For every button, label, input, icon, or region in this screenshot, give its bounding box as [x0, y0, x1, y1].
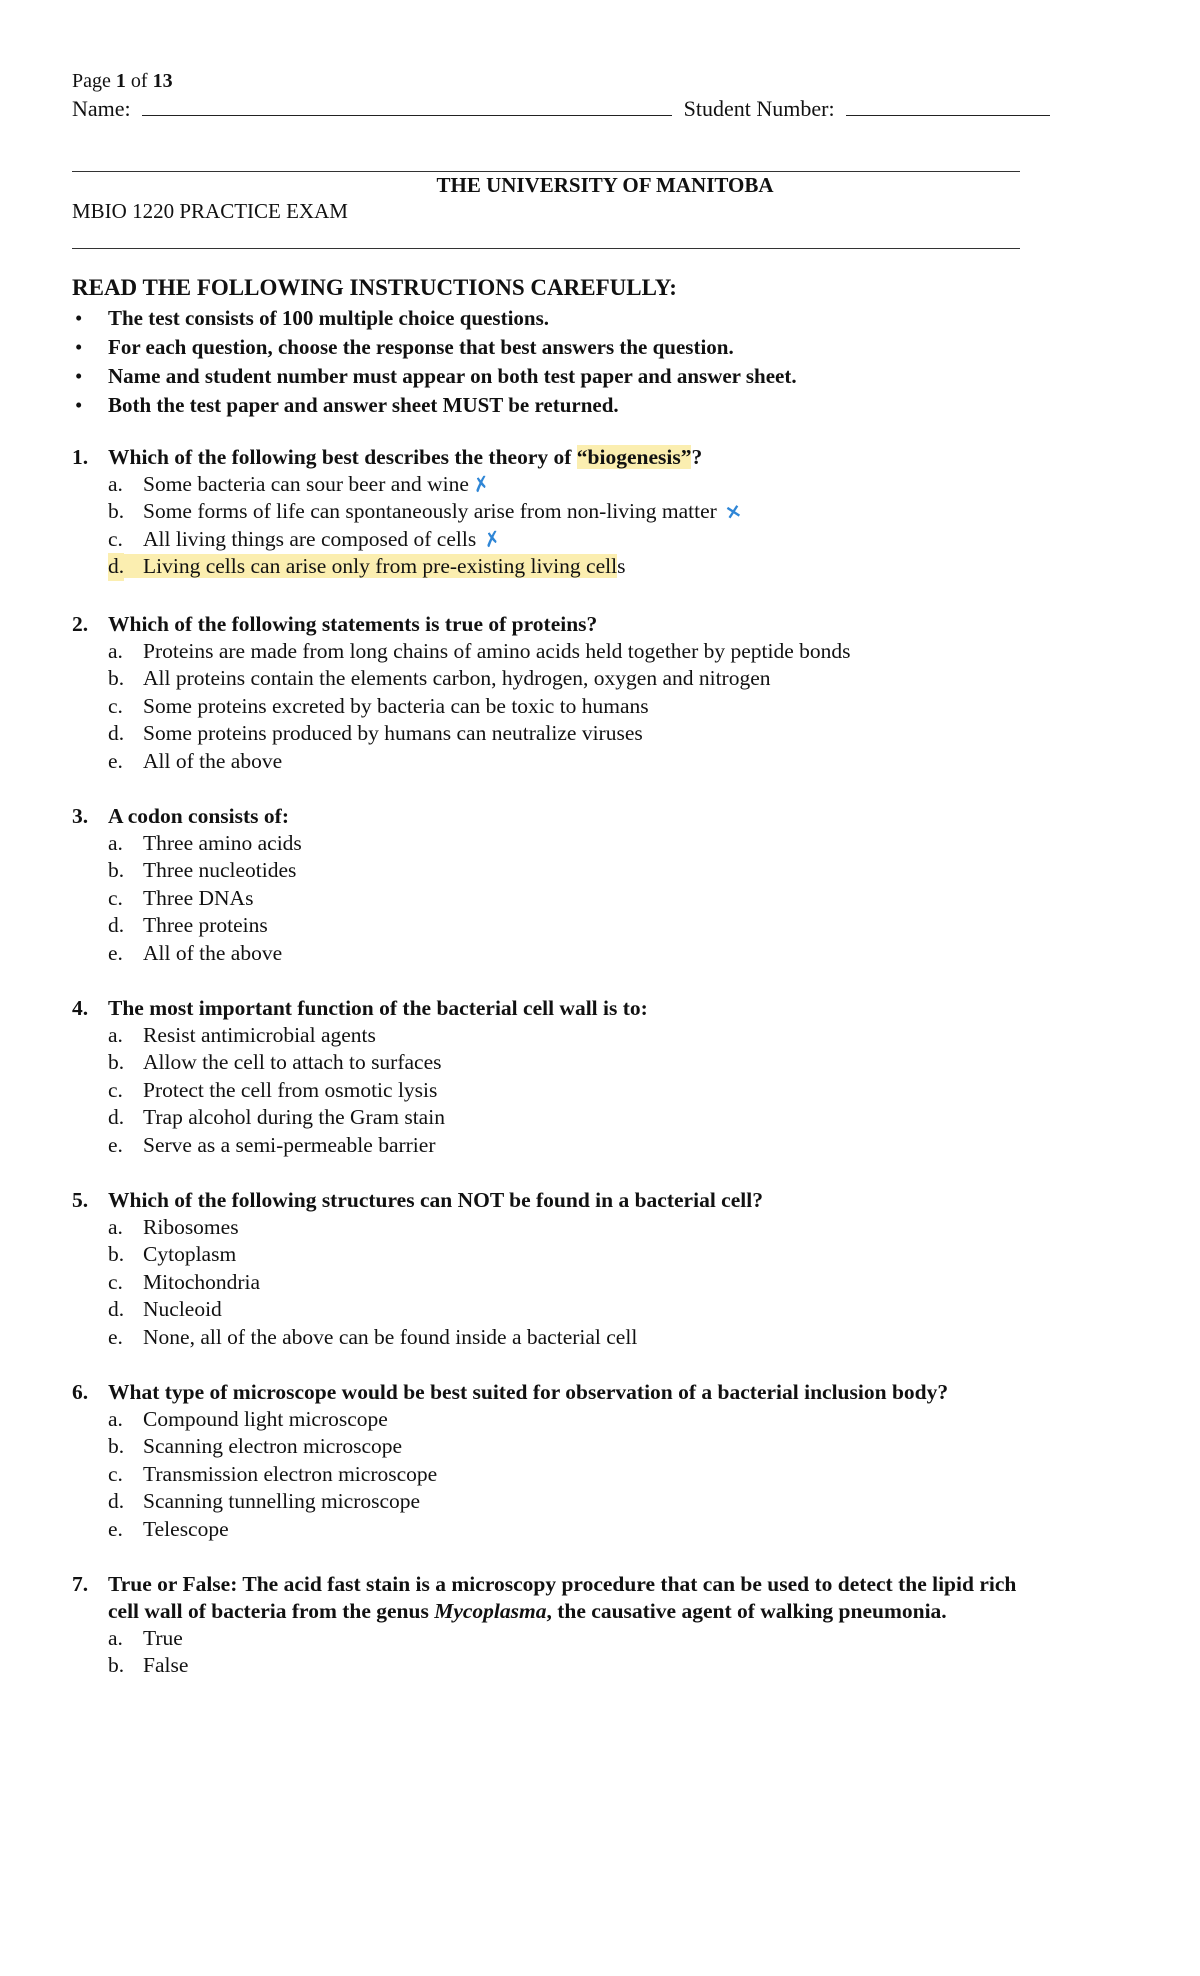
- question-number: 6.: [72, 1380, 89, 1404]
- question-text-part: ?: [691, 445, 703, 469]
- option-letter: d.: [108, 553, 124, 580]
- option-text: Compound light microscope: [143, 1407, 388, 1431]
- question-text-line2: [72, 1598, 1016, 1625]
- cross-mark-icon: ×: [722, 497, 744, 525]
- option-text: Three proteins: [143, 913, 268, 938]
- question-text: [72, 1187, 763, 1214]
- student-number-label: Student Number:: [683, 96, 835, 121]
- option-letter: c.: [108, 1461, 123, 1486]
- option[interactable]: [72, 1104, 648, 1131]
- cross-mark-icon: ✗: [481, 525, 504, 553]
- option[interactable]: [72, 912, 302, 939]
- option[interactable]: [72, 693, 851, 720]
- option[interactable]: [72, 1324, 763, 1351]
- question-5: [72, 1187, 763, 1351]
- question-text: [72, 1571, 1016, 1598]
- option[interactable]: [72, 1022, 648, 1049]
- option[interactable]: [72, 1296, 763, 1323]
- question-number: 1.: [72, 445, 89, 469]
- option-letter: d.: [108, 913, 125, 938]
- page-of: of: [130, 70, 148, 92]
- option-letter: d.: [108, 721, 125, 746]
- option-text: Cytoplasm: [143, 1242, 237, 1267]
- option[interactable]: [72, 1077, 648, 1104]
- option-letter: e.: [108, 748, 123, 773]
- option-text: True: [143, 1626, 183, 1650]
- option[interactable]: [72, 1625, 1016, 1652]
- name-student-row: [72, 96, 1050, 122]
- option-text: Protect the cell from osmotic lysis: [143, 1077, 438, 1102]
- option-text: Scanning tunnelling microscope: [143, 1489, 421, 1514]
- page-label: Page: [72, 70, 111, 92]
- question-text-part: cell wall of bacteria from the genus: [108, 1599, 435, 1623]
- option-text: All proteins contain the elements carbon, hydrogen, oxygen and nitrogen: [143, 666, 771, 691]
- option-text: Resist antimicrobial agents: [143, 1023, 376, 1047]
- option-text: Some bacteria can sour beer and wine: [143, 472, 469, 496]
- option-letter: a.: [108, 1215, 123, 1239]
- instruction-item: • For each question, choose the response that best answers the question.: [72, 333, 797, 362]
- option-letter: a.: [108, 831, 123, 855]
- question-text-part: Which of the following statements is true of proteins?: [108, 612, 598, 636]
- option[interactable]: [72, 1049, 648, 1076]
- option-text: None, all of the above can be found inside a bacterial cell: [143, 1324, 638, 1349]
- option-letter: b.: [108, 1653, 125, 1678]
- question-text-part: True or False: The acid fast stain is a microscopy procedure that can be used to detect the lipid rich: [108, 1572, 1017, 1596]
- option-text: Three amino acids: [143, 831, 302, 855]
- university-title: THE UNIVERSITY OF MANITOBA: [436, 173, 774, 197]
- option-letter: d.: [108, 1489, 125, 1514]
- option-text: Some forms of life can spontaneously arise from non-living matter: [143, 499, 717, 524]
- option[interactable]: [72, 1269, 763, 1296]
- option[interactable]: [72, 553, 742, 580]
- option[interactable]: [72, 1461, 948, 1488]
- page-current: 1: [115, 70, 126, 92]
- option[interactable]: [72, 1214, 763, 1241]
- option-letter: b.: [108, 666, 125, 691]
- header-rule-bottom: [72, 248, 1020, 249]
- option[interactable]: [72, 526, 742, 553]
- option[interactable]: [72, 748, 851, 775]
- question-4: [72, 995, 648, 1159]
- question-text: [72, 1379, 948, 1406]
- option-letter: a.: [108, 1023, 123, 1047]
- option-letter: e.: [108, 940, 123, 965]
- question-2: [72, 611, 851, 775]
- option-text: Ribosomes: [143, 1215, 239, 1239]
- page-total: 13: [152, 70, 173, 92]
- option-text: s: [617, 554, 626, 579]
- header-rule-top: [72, 171, 1020, 172]
- option[interactable]: [72, 665, 851, 692]
- option-letter: b.: [108, 1242, 125, 1267]
- question-3: [72, 803, 302, 967]
- question-number: 3.: [72, 804, 89, 828]
- option[interactable]: [72, 885, 302, 912]
- option-text: Three DNAs: [143, 885, 254, 910]
- option[interactable]: [72, 498, 742, 525]
- option-text: Some proteins excreted by bacteria can be toxic to humans: [143, 693, 649, 718]
- option[interactable]: [72, 1241, 763, 1268]
- option[interactable]: [72, 638, 851, 665]
- option-text: Three nucleotides: [143, 858, 297, 883]
- option[interactable]: [72, 1406, 948, 1433]
- instructions-list: [72, 304, 797, 420]
- question-7: [72, 1571, 1016, 1680]
- option-text: False: [143, 1653, 189, 1678]
- question-text: [72, 803, 302, 830]
- genus-name: Mycoplasma: [434, 1599, 547, 1623]
- option[interactable]: [72, 1652, 1016, 1679]
- instruction-item: • Name and student number must appear on both test paper and answer sheet.: [72, 362, 797, 391]
- option-text: Some proteins produced by humans can neutralize viruses: [143, 721, 643, 746]
- course-title: MBIO 1220 PRACTICE EXAM: [72, 199, 348, 223]
- question-text: [72, 444, 742, 471]
- option-letter: c.: [108, 1269, 123, 1294]
- question-text-part: , the causative agent of walking pneumonia.: [546, 1599, 947, 1623]
- option-letter: b.: [108, 858, 125, 883]
- question-number: 7.: [72, 1572, 89, 1596]
- option-letter: e.: [108, 1132, 123, 1157]
- option-text: Nucleoid: [143, 1297, 222, 1322]
- question-text: [72, 611, 851, 638]
- option-letter: c.: [108, 526, 123, 551]
- option-text: All of the above: [143, 940, 283, 965]
- option[interactable]: [72, 471, 742, 498]
- question-text-part: The most important function of the bacterial cell wall is to:: [108, 996, 648, 1020]
- highlighted-answer: Living cells can arise only from pre-existing living cell: [108, 554, 617, 578]
- option[interactable]: [72, 720, 851, 747]
- option-letter: c.: [108, 693, 123, 718]
- option-text: Serve as a semi-permeable barrier: [143, 1132, 436, 1157]
- option-text: Proteins are made from long chains of amino acids held together by peptide bonds: [143, 639, 851, 663]
- option-text: Mitochondria: [143, 1269, 261, 1294]
- question-text-part: What type of microscope would be best suited for observation of a bacterial inclusion body?: [108, 1380, 949, 1404]
- question-number: 4.: [72, 996, 89, 1020]
- option[interactable]: [72, 1488, 948, 1515]
- option-letter: e.: [108, 1516, 123, 1541]
- option-letter: e.: [108, 1324, 123, 1349]
- option-text: Telescope: [143, 1516, 229, 1541]
- option-text: Scanning electron microscope: [143, 1434, 403, 1459]
- option-letter: d.: [108, 1105, 125, 1130]
- option[interactable]: [72, 1132, 648, 1159]
- question-text-part: Which of the following best describes the theory of: [108, 445, 577, 469]
- option-letter: b.: [108, 499, 125, 524]
- question-text-part: Which of the following structures can NOT be found in a bacterial cell?: [108, 1188, 763, 1212]
- option-letter: b.: [108, 1434, 125, 1459]
- name-field[interactable]: [142, 97, 672, 116]
- option-text: Allow the cell to attach to surfaces: [143, 1050, 442, 1075]
- option-text: Trap alcohol during the Gram stain: [143, 1105, 445, 1130]
- option-letter: a.: [108, 639, 123, 663]
- option-letter: a.: [108, 1626, 123, 1650]
- question-number: 5.: [72, 1188, 89, 1212]
- question-text-part: A codon consists of:: [108, 804, 289, 828]
- question-6: [72, 1379, 948, 1543]
- instruction-item: • Both the test paper and answer sheet MUST be returned.: [72, 391, 797, 420]
- option-letter: a.: [108, 1407, 123, 1431]
- question-number: 2.: [72, 612, 89, 636]
- option-letter: c.: [108, 1077, 123, 1102]
- option[interactable]: [72, 857, 302, 884]
- option[interactable]: [72, 1433, 948, 1460]
- option[interactable]: [72, 830, 302, 857]
- highlighted-term: “biogenesis”: [576, 445, 692, 469]
- option-text: Transmission electron microscope: [143, 1461, 438, 1486]
- question-text: [72, 995, 648, 1022]
- option-letter: d.: [108, 1297, 125, 1322]
- option-letter: a.: [108, 472, 123, 496]
- option-letter: c.: [108, 885, 123, 910]
- option-text: All of the above: [143, 748, 283, 773]
- option-text: All living things are composed of cells: [143, 526, 477, 551]
- question-1: [72, 444, 742, 581]
- instruction-item: • The test consists of 100 multiple choice questions.: [72, 304, 797, 333]
- name-label: Name:: [72, 96, 131, 121]
- cross-mark-icon: ✗: [470, 470, 492, 498]
- student-number-field[interactable]: [846, 97, 1050, 116]
- option-letter: b.: [108, 1050, 125, 1075]
- option[interactable]: [72, 1516, 948, 1543]
- page-number: [72, 70, 173, 93]
- option[interactable]: [72, 940, 302, 967]
- instructions-title: READ THE FOLLOWING INSTRUCTIONS CAREFULLY:: [72, 275, 677, 300]
